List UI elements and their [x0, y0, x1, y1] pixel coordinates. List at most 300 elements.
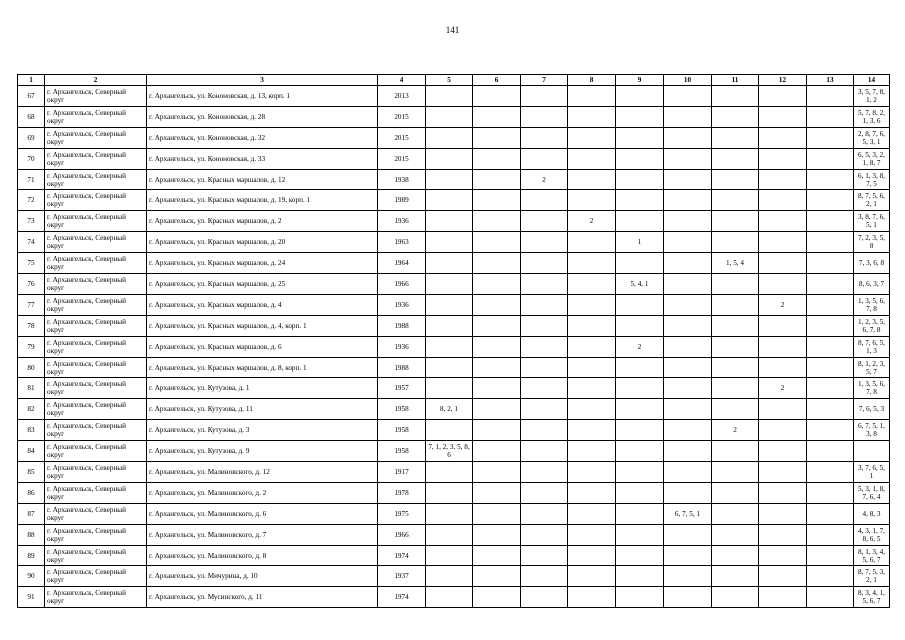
- col6-cell: [473, 294, 521, 315]
- col10-cell: [664, 441, 712, 462]
- table-row: [18, 253, 890, 274]
- col7-cell: [521, 441, 568, 462]
- district-cell: г. Архангельск, Северный округ: [45, 462, 147, 483]
- col9-cell: [616, 315, 664, 336]
- col5-cell: [426, 503, 473, 524]
- district-cell: г. Архангельск, Северный округ: [45, 169, 147, 190]
- year-cell: 1958: [378, 399, 426, 420]
- address-cell: г. Архангельск, ул. Красных маршалов, д. 4, корп. 1: [147, 315, 378, 336]
- col7-cell: [521, 378, 568, 399]
- col5-cell: [426, 253, 473, 274]
- address-cell: г. Архангельск, ул. Красных маршалов, д. 12: [147, 169, 378, 190]
- col10-cell: [664, 587, 712, 608]
- year-cell: 1989: [378, 190, 426, 211]
- row-number: 71: [18, 169, 45, 190]
- col11-cell: [712, 482, 759, 503]
- column-header-4: 4: [378, 75, 426, 86]
- col7-cell: [521, 357, 568, 378]
- table-row: [18, 190, 890, 211]
- col12-cell: [759, 190, 807, 211]
- col10-cell: [664, 315, 712, 336]
- district-cell: г. Архангельск, Северный округ: [45, 378, 147, 399]
- col5-cell: [426, 190, 473, 211]
- col7-cell: [521, 336, 568, 357]
- address-cell: г. Архангельск, ул. Кононовская, д. 33: [147, 148, 378, 169]
- table-row: [18, 545, 890, 566]
- col14-cell: [854, 441, 890, 462]
- row-number: 84: [18, 441, 45, 462]
- col14-cell: 3, 7, 6, 5, 1: [854, 462, 890, 483]
- district-cell: г. Архангельск, Северный округ: [45, 545, 147, 566]
- col7-cell: [521, 482, 568, 503]
- table-row: [18, 357, 890, 378]
- col9-cell: [616, 566, 664, 587]
- col8-cell: [568, 86, 616, 107]
- col12-cell: [759, 232, 807, 253]
- col10-cell: [664, 357, 712, 378]
- district-cell: г. Архангельск, Северный округ: [45, 315, 147, 336]
- column-header-12: 12: [759, 75, 807, 86]
- col11-cell: [712, 503, 759, 524]
- row-number: 91: [18, 587, 45, 608]
- col12-cell: [759, 148, 807, 169]
- col13-cell: [807, 566, 854, 587]
- col13-cell: [807, 378, 854, 399]
- col10-cell: [664, 294, 712, 315]
- district-cell: г. Архангельск, Северный округ: [45, 420, 147, 441]
- row-number: 72: [18, 190, 45, 211]
- district-cell: г. Архангельск, Северный округ: [45, 148, 147, 169]
- col13-cell: [807, 315, 854, 336]
- col14-cell: 6, 5, 3, 2, 1, 8, 7: [854, 148, 890, 169]
- col9-cell: [616, 503, 664, 524]
- row-number: 70: [18, 148, 45, 169]
- col12-cell: [759, 357, 807, 378]
- col14-cell: 4, 8, 3: [854, 503, 890, 524]
- col8-cell: [568, 378, 616, 399]
- col9-cell: [616, 127, 664, 148]
- year-cell: 1936: [378, 336, 426, 357]
- col12-cell: [759, 566, 807, 587]
- district-cell: г. Архангельск, Северный округ: [45, 524, 147, 545]
- district-cell: г. Архангельск, Северный округ: [45, 274, 147, 295]
- year-cell: 1974: [378, 545, 426, 566]
- year-cell: 1988: [378, 357, 426, 378]
- table-row: [18, 336, 890, 357]
- table-row: [18, 86, 890, 107]
- header-row: [18, 75, 890, 86]
- column-header-1: 1: [18, 75, 45, 86]
- col12-cell: [759, 524, 807, 545]
- year-cell: 2015: [378, 148, 426, 169]
- year-cell: 2013: [378, 86, 426, 107]
- address-cell: г. Архангельск, ул. Красных маршалов, д. 6: [147, 336, 378, 357]
- col9-cell: [616, 86, 664, 107]
- col9-cell: [616, 399, 664, 420]
- col10-cell: [664, 232, 712, 253]
- col8-cell: [568, 232, 616, 253]
- row-number: 74: [18, 232, 45, 253]
- col13-cell: [807, 253, 854, 274]
- address-cell: г. Архангельск, ул. Красных маршалов, д. 20: [147, 232, 378, 253]
- col11-cell: 2: [712, 420, 759, 441]
- col13-cell: [807, 503, 854, 524]
- col6-cell: [473, 482, 521, 503]
- col11-cell: [712, 190, 759, 211]
- year-cell: 1964: [378, 253, 426, 274]
- col13-cell: [807, 399, 854, 420]
- col13-cell: [807, 106, 854, 127]
- district-cell: г. Архангельск, Северный округ: [45, 190, 147, 211]
- district-cell: г. Архангельск, Северный округ: [45, 211, 147, 232]
- col12-cell: [759, 420, 807, 441]
- col11-cell: [712, 378, 759, 399]
- col12-cell: [759, 169, 807, 190]
- col5-cell: [426, 211, 473, 232]
- col8-cell: [568, 399, 616, 420]
- row-number: 90: [18, 566, 45, 587]
- col9-cell: [616, 294, 664, 315]
- col12-cell: [759, 127, 807, 148]
- row-number: 83: [18, 420, 45, 441]
- col11-cell: [712, 294, 759, 315]
- year-cell: 1938: [378, 169, 426, 190]
- col5-cell: [426, 545, 473, 566]
- col12-cell: [759, 274, 807, 295]
- col11-cell: [712, 106, 759, 127]
- year-cell: 1917: [378, 462, 426, 483]
- col7-cell: [521, 106, 568, 127]
- col8-cell: [568, 587, 616, 608]
- table-row: [18, 420, 890, 441]
- col6-cell: [473, 232, 521, 253]
- col10-cell: [664, 211, 712, 232]
- table-row: [18, 462, 890, 483]
- address-cell: г. Архангельск, ул. Малиновского, д. 8: [147, 545, 378, 566]
- column-header-6: 6: [473, 75, 521, 86]
- year-cell: 1966: [378, 274, 426, 295]
- col7-cell: [521, 86, 568, 107]
- col6-cell: [473, 399, 521, 420]
- col10-cell: [664, 462, 712, 483]
- col12-cell: [759, 587, 807, 608]
- column-header-5: 5: [426, 75, 473, 86]
- col5-cell: [426, 378, 473, 399]
- col14-cell: 7, 6, 5, 3: [854, 399, 890, 420]
- col13-cell: [807, 524, 854, 545]
- col6-cell: [473, 420, 521, 441]
- col12-cell: [759, 482, 807, 503]
- address-cell: г. Архангельск, ул. Кононовская, д. 13, корп. 1: [147, 86, 378, 107]
- address-cell: г. Архангельск, ул. Кононовская, д. 32: [147, 127, 378, 148]
- table-row: [18, 524, 890, 545]
- col7-cell: [521, 399, 568, 420]
- col5-cell: [426, 524, 473, 545]
- col9-cell: [616, 587, 664, 608]
- col11-cell: [712, 566, 759, 587]
- col7-cell: [521, 127, 568, 148]
- col5-cell: [426, 566, 473, 587]
- row-number: 88: [18, 524, 45, 545]
- col7-cell: [521, 315, 568, 336]
- col7-cell: [521, 587, 568, 608]
- year-cell: 1958: [378, 420, 426, 441]
- col11-cell: [712, 148, 759, 169]
- col14-cell: 1, 3, 5, 6, 7, 8: [854, 378, 890, 399]
- col7-cell: [521, 211, 568, 232]
- col9-cell: [616, 106, 664, 127]
- col10-cell: [664, 566, 712, 587]
- col5-cell: [426, 274, 473, 295]
- col13-cell: [807, 190, 854, 211]
- district-cell: г. Архангельск, Северный округ: [45, 86, 147, 107]
- col9-cell: 5, 4, 1: [616, 274, 664, 295]
- column-header-3: 3: [147, 75, 378, 86]
- col10-cell: 6, 7, 5, 1: [664, 503, 712, 524]
- col8-cell: [568, 274, 616, 295]
- col7-cell: [521, 524, 568, 545]
- col7-cell: [521, 253, 568, 274]
- table-row: [18, 274, 890, 295]
- district-cell: г. Архангельск, Северный округ: [45, 503, 147, 524]
- col11-cell: [712, 524, 759, 545]
- col12-cell: [759, 545, 807, 566]
- col6-cell: [473, 127, 521, 148]
- col7-cell: [521, 190, 568, 211]
- col11-cell: [712, 315, 759, 336]
- col8-cell: [568, 106, 616, 127]
- district-cell: г. Архангельск, Северный округ: [45, 336, 147, 357]
- col9-cell: [616, 169, 664, 190]
- address-cell: г. Архангельск, ул. Красных маршалов, д. 4: [147, 294, 378, 315]
- address-cell: г. Архангельск, ул. Красных маршалов, д. 25: [147, 274, 378, 295]
- col7-cell: [521, 148, 568, 169]
- col12-cell: [759, 399, 807, 420]
- col8-cell: [568, 190, 616, 211]
- row-number: 75: [18, 253, 45, 274]
- col12-cell: [759, 336, 807, 357]
- year-cell: 1958: [378, 441, 426, 462]
- col14-cell: 3, 8, 7, 6, 5, 1: [854, 211, 890, 232]
- col5-cell: [426, 336, 473, 357]
- col8-cell: [568, 462, 616, 483]
- col8-cell: [568, 127, 616, 148]
- col14-cell: 5, 7, 8, 2, 1, 3, 6: [854, 106, 890, 127]
- col13-cell: [807, 482, 854, 503]
- col9-cell: [616, 545, 664, 566]
- year-cell: 2015: [378, 106, 426, 127]
- address-cell: г. Архангельск, ул. Красных маршалов, д. 24: [147, 253, 378, 274]
- col10-cell: [664, 336, 712, 357]
- column-header-8: 8: [568, 75, 616, 86]
- col14-cell: 8, 7, 5, 3, 2, 1: [854, 566, 890, 587]
- col11-cell: [712, 357, 759, 378]
- col10-cell: [664, 378, 712, 399]
- row-number: 79: [18, 336, 45, 357]
- col13-cell: [807, 441, 854, 462]
- col13-cell: [807, 86, 854, 107]
- col12-cell: 2: [759, 294, 807, 315]
- col10-cell: [664, 106, 712, 127]
- district-cell: г. Архангельск, Северный округ: [45, 482, 147, 503]
- col12-cell: 2: [759, 378, 807, 399]
- col6-cell: [473, 86, 521, 107]
- col9-cell: [616, 462, 664, 483]
- year-cell: 1966: [378, 524, 426, 545]
- table-row: [18, 587, 890, 608]
- table-row: [18, 503, 890, 524]
- col9-cell: [616, 211, 664, 232]
- col6-cell: [473, 524, 521, 545]
- col6-cell: [473, 336, 521, 357]
- row-number: 78: [18, 315, 45, 336]
- row-number: 87: [18, 503, 45, 524]
- address-cell: г. Архангельск, ул. Кутузова, д. 11: [147, 399, 378, 420]
- col14-cell: 6, 1, 3, 8, 7, 5: [854, 169, 890, 190]
- row-number: 86: [18, 482, 45, 503]
- col11-cell: [712, 169, 759, 190]
- col5-cell: [426, 462, 473, 483]
- col5-cell: 7, 1, 2, 3, 5, 8, 6: [426, 441, 473, 462]
- col6-cell: [473, 441, 521, 462]
- col5-cell: [426, 294, 473, 315]
- col8-cell: [568, 169, 616, 190]
- col11-cell: [712, 127, 759, 148]
- col11-cell: [712, 545, 759, 566]
- col14-cell: 8, 7, 5, 6, 2, 1: [854, 190, 890, 211]
- address-cell: г. Архангельск, ул. Кутузова, д. 1: [147, 378, 378, 399]
- col8-cell: [568, 336, 616, 357]
- col9-cell: [616, 482, 664, 503]
- table-row: [18, 148, 890, 169]
- col9-cell: [616, 441, 664, 462]
- address-cell: г. Архангельск, ул. Кононовская, д. 28: [147, 106, 378, 127]
- col14-cell: 1, 3, 5, 6, 7, 8: [854, 294, 890, 315]
- col13-cell: [807, 274, 854, 295]
- col13-cell: [807, 148, 854, 169]
- table-row: [18, 211, 890, 232]
- col10-cell: [664, 148, 712, 169]
- address-cell: г. Архангельск, ул. Малиновского, д. 12: [147, 462, 378, 483]
- col8-cell: [568, 482, 616, 503]
- table-row: [18, 441, 890, 462]
- district-cell: г. Архангельск, Северный округ: [45, 357, 147, 378]
- col5-cell: [426, 232, 473, 253]
- col5-cell: [426, 587, 473, 608]
- address-cell: г. Архангельск, ул. Красных маршалов, д. 19, корп. 1: [147, 190, 378, 211]
- column-header-2: 2: [45, 75, 147, 86]
- year-cell: 1975: [378, 503, 426, 524]
- col9-cell: 1: [616, 232, 664, 253]
- address-cell: г. Архангельск, ул. Красных маршалов, д. 2: [147, 211, 378, 232]
- table-row: [18, 106, 890, 127]
- col11-cell: 1, 5, 4: [712, 253, 759, 274]
- col10-cell: [664, 169, 712, 190]
- col14-cell: 1, 2, 3, 5, 6, 7, 8: [854, 315, 890, 336]
- year-cell: 1988: [378, 315, 426, 336]
- column-header-14: 14: [854, 75, 890, 86]
- col13-cell: [807, 462, 854, 483]
- col8-cell: [568, 420, 616, 441]
- col11-cell: [712, 274, 759, 295]
- col10-cell: [664, 274, 712, 295]
- col12-cell: [759, 86, 807, 107]
- col12-cell: [759, 441, 807, 462]
- col14-cell: 4, 3, 1, 7, 8, 6, 5: [854, 524, 890, 545]
- page-number: 141: [445, 25, 460, 35]
- col14-cell: 7, 2, 3, 5, 8: [854, 232, 890, 253]
- col5-cell: [426, 357, 473, 378]
- year-cell: 2015: [378, 127, 426, 148]
- year-cell: 1937: [378, 566, 426, 587]
- col8-cell: 2: [568, 211, 616, 232]
- col8-cell: [568, 524, 616, 545]
- col5-cell: [426, 315, 473, 336]
- row-number: 73: [18, 211, 45, 232]
- col5-cell: [426, 127, 473, 148]
- col8-cell: [568, 503, 616, 524]
- col11-cell: [712, 232, 759, 253]
- col13-cell: [807, 169, 854, 190]
- col5-cell: [426, 106, 473, 127]
- col7-cell: [521, 274, 568, 295]
- col10-cell: [664, 86, 712, 107]
- table-row: [18, 232, 890, 253]
- year-cell: 1957: [378, 378, 426, 399]
- col13-cell: [807, 294, 854, 315]
- col14-cell: 5, 3, 1, 8, 7, 6, 4: [854, 482, 890, 503]
- year-cell: 1974: [378, 587, 426, 608]
- col9-cell: [616, 148, 664, 169]
- col11-cell: [712, 399, 759, 420]
- table-row: [18, 294, 890, 315]
- data-table: [17, 74, 890, 608]
- address-cell: г. Архангельск, ул. Красных маршалов, д. 8, корп. 1: [147, 357, 378, 378]
- table-row: [18, 315, 890, 336]
- col13-cell: [807, 336, 854, 357]
- address-cell: г. Архангельск, ул. Малиновского, д. 7: [147, 524, 378, 545]
- col14-cell: 8, 1, 2, 3, 5, 7: [854, 357, 890, 378]
- col10-cell: [664, 482, 712, 503]
- col10-cell: [664, 399, 712, 420]
- col10-cell: [664, 420, 712, 441]
- row-number: 80: [18, 357, 45, 378]
- col13-cell: [807, 211, 854, 232]
- address-cell: г. Архангельск, ул. Кутузова, д. 9: [147, 441, 378, 462]
- col8-cell: [568, 253, 616, 274]
- col11-cell: [712, 211, 759, 232]
- col9-cell: [616, 253, 664, 274]
- col11-cell: [712, 462, 759, 483]
- col8-cell: [568, 545, 616, 566]
- col11-cell: [712, 587, 759, 608]
- col5-cell: 8, 2, 1: [426, 399, 473, 420]
- col6-cell: [473, 315, 521, 336]
- col8-cell: [568, 294, 616, 315]
- col12-cell: [759, 462, 807, 483]
- row-number: 68: [18, 106, 45, 127]
- col6-cell: [473, 169, 521, 190]
- col14-cell: 3, 5, 7, 8, 1, 2: [854, 86, 890, 107]
- col6-cell: [473, 106, 521, 127]
- col6-cell: [473, 503, 521, 524]
- year-cell: 1936: [378, 211, 426, 232]
- col5-cell: [426, 86, 473, 107]
- year-cell: 1978: [378, 482, 426, 503]
- col12-cell: [759, 315, 807, 336]
- col13-cell: [807, 357, 854, 378]
- col11-cell: [712, 441, 759, 462]
